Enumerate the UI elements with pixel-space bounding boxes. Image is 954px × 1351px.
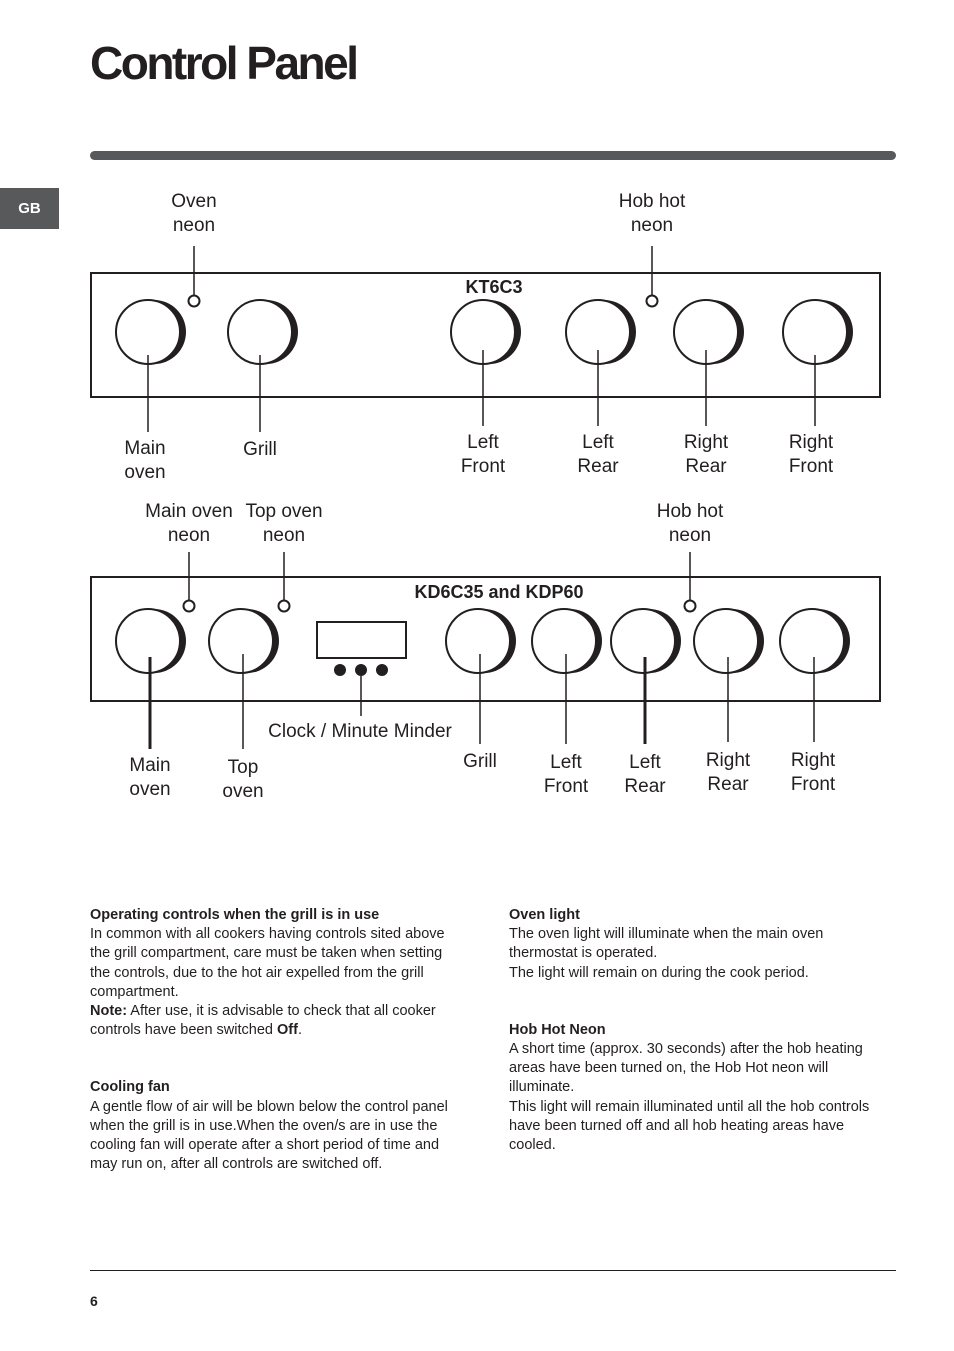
clock-button-2[interactable] (355, 664, 367, 676)
diagram-kd6c35-kdp60 (91, 501, 880, 802)
note-label: Note: (90, 1003, 128, 1020)
model-label: KD6C35 and KDP60 (414, 582, 584, 602)
page-title: Control Panel (90, 37, 357, 89)
right-text-column (509, 906, 884, 1193)
label-top-oven-line1: Top (227, 757, 259, 778)
label-right-front-line2: Front (790, 774, 836, 795)
label-left-rear-line1: Left (582, 432, 614, 453)
label-left-rear-line1: Left (629, 752, 661, 773)
label-grill: Grill (463, 751, 497, 772)
label-right-front-line1: Right (790, 750, 836, 771)
section-heading: Operating controls when the grill is in use (90, 907, 380, 923)
label-right-rear-line1: Right (705, 750, 751, 771)
top-oven-neon-indicator (279, 601, 290, 612)
section-hob-hot-neon (509, 1021, 884, 1155)
note-text: After use, it is advisable to check that all cooker controls have been switched (90, 1003, 436, 1039)
knob-left-front[interactable] (451, 300, 521, 364)
label-right-rear-line2: Rear (685, 456, 727, 477)
note-end: . (297, 1022, 302, 1039)
label-main-oven-line2: oven (129, 779, 171, 800)
section-heading: Oven light (509, 907, 580, 923)
clock-display (317, 622, 406, 658)
section-body-1: A short time (approx. 30 seconds) after the hob heating areas have been turned on, the Hob Hot neon will illuminate. (509, 1041, 863, 1096)
knob-left-rear[interactable] (566, 300, 636, 364)
label-main-oven-line1: Main (124, 438, 166, 459)
knob-main-oven[interactable] (116, 300, 186, 364)
hob-hot-neon-indicator (685, 601, 696, 612)
main-oven-neon-label-line2: neon (167, 525, 211, 546)
top-oven-neon-label-line2: neon (262, 525, 306, 546)
knob-right-front[interactable] (783, 300, 853, 364)
section-body-2: This light will remain illuminated until all the hob controls have been turned off and all hob heating areas have cooled. (509, 1098, 870, 1154)
clock-button-1[interactable] (334, 664, 346, 676)
label-right-front-line1: Right (788, 432, 834, 453)
hob-hot-neon-indicator (647, 296, 658, 307)
section-body (90, 925, 465, 1040)
label-right-front-line2: Front (788, 456, 834, 477)
hob-hot-neon-label-line2: neon (668, 525, 712, 546)
label-left-front-line2: Front (460, 456, 506, 477)
language-tab: GB (0, 188, 59, 229)
section-heading: Hob Hot Neon (509, 1021, 606, 1038)
oven-neon-indicator (189, 296, 200, 307)
section-body-text: In common with all cookers having controls sited above the grill compartment, care must be taken when setting the controls, due to the hot air expelled from the grill compartment. (90, 926, 445, 1000)
clock-button-3[interactable] (376, 664, 388, 676)
page-number: 6 (90, 1293, 98, 1309)
top-oven-neon-label-line1: Top oven (245, 501, 323, 522)
oven-neon-label-line2: neon (172, 215, 216, 236)
section-heading: Cooling fan (90, 1079, 170, 1096)
knob-right-front[interactable] (780, 609, 850, 673)
label-right-rear-line1: Right (683, 432, 729, 453)
diagram-kt6c3 (91, 191, 880, 483)
knob-grill[interactable] (446, 609, 516, 673)
section-grill-controls (90, 906, 465, 1040)
label-left-front-line1: Left (467, 432, 499, 453)
knob-left-front[interactable] (532, 609, 602, 673)
section-body-2: The light will remain on during the cook period. (509, 964, 809, 981)
section-cooling-fan (90, 1078, 465, 1174)
knob-grill[interactable] (228, 300, 298, 364)
main-oven-neon-indicator (184, 601, 195, 612)
label-main-oven-line1: Main (129, 755, 171, 776)
label-right-rear-line2: Rear (707, 774, 749, 795)
knob-right-rear[interactable] (674, 300, 744, 364)
left-text-column (90, 906, 465, 1212)
hob-hot-neon-label-line2: neon (630, 215, 674, 236)
section-oven-light (509, 906, 884, 983)
label-main-oven-line2: oven (124, 462, 166, 483)
model-label: KT6C3 (465, 277, 523, 297)
hob-hot-neon-label-line1: Hob hot (656, 501, 724, 522)
label-top-oven-line2: oven (222, 781, 264, 802)
section-body-1: The oven light will illuminate when the main oven thermostat is operated. (509, 926, 824, 962)
main-oven-neon-label-line1: Main oven (145, 501, 233, 522)
oven-neon-label-line1: Oven (171, 191, 217, 212)
knob-right-rear[interactable] (694, 609, 764, 673)
label-left-front-line1: Left (550, 752, 582, 773)
hob-hot-neon-label-line1: Hob hot (618, 191, 686, 212)
knob-top-oven[interactable] (209, 609, 279, 673)
label-grill: Grill (243, 439, 277, 460)
section-body: A gentle flow of air will be blown below the control panel when the grill is in use.When the oven/s are in use the cooling fan will operate after a short period of time and may run on, after all controls are switched off. (90, 1098, 448, 1173)
label-left-front-line2: Front (543, 776, 589, 797)
note-off: Off (277, 1022, 298, 1039)
label-left-rear-line2: Rear (577, 456, 619, 477)
label-left-rear-line2: Rear (624, 776, 666, 797)
footer-rule (90, 1270, 896, 1271)
clock-minute-minder-label: Clock / Minute Minder (268, 721, 452, 742)
